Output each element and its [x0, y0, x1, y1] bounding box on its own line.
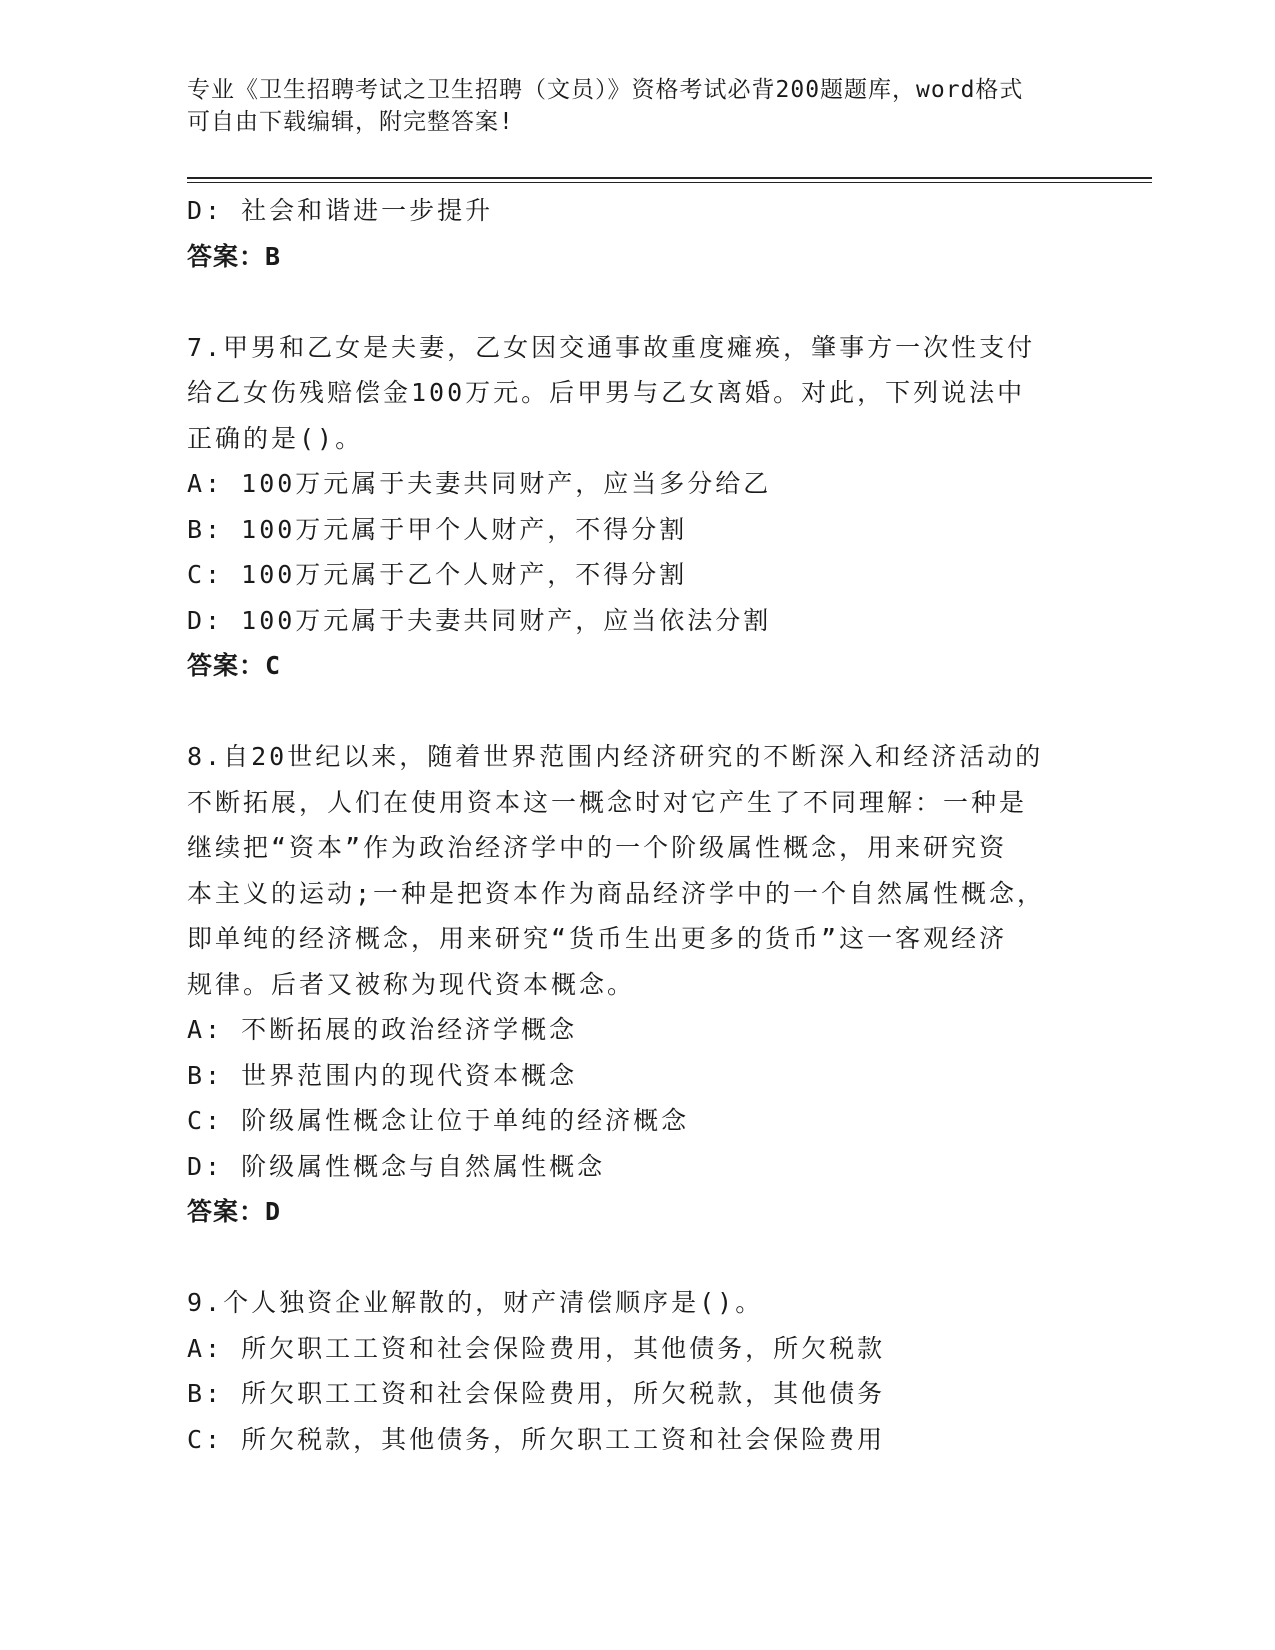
q8-stem-line-1: 8.自20世纪以来，随着世界范围内经济研究的不断深入和经济活动的: [187, 742, 1044, 771]
q7-option-d: D: 100万元属于夫妻共同财产，应当依法分割: [187, 605, 772, 635]
q6-answer: 答案：B: [187, 241, 282, 271]
q7-stem-line-3: 正确的是()。: [187, 423, 364, 453]
spacer: [187, 1235, 1087, 1281]
header-rule-thick: [187, 177, 1152, 179]
q7-stem-line-2: 给乙女伤残赔偿金100万元。后甲男与乙女离婚。对此，下列说法中: [187, 378, 1026, 407]
header-rule-thin: [187, 182, 1152, 183]
q7-option-b: B: 100万元属于甲个人财产，不得分割: [187, 514, 688, 544]
q9-option-a: A: 所欠职工工资和社会保险费用，其他债务，所欠税款: [187, 1333, 886, 1363]
question-8: [187, 734, 1087, 1235]
q8-option-a: A: 不断拓展的政治经济学概念: [187, 1015, 578, 1044]
q9-stem-line-1: 9.个人独资企业解散的，财产清偿顺序是()。: [187, 1288, 764, 1317]
q8-stem-line-2: 不断拓展，人们在使用资本这一概念时对它产生了不同理解：一种是: [187, 787, 1028, 817]
header-title-line-1: 专业《卫生招聘考试之卫生招聘（文员）》资格考试必背200题题库，word格式: [187, 77, 1024, 103]
q7-stem-line-1: 7.甲男和乙女是夫妻，乙女因交通事故重度瘫痪，肇事方一次性支付: [187, 332, 1036, 362]
header-title-line-2: 可自由下载编辑，附完整答案!: [187, 109, 514, 135]
question-7: [187, 325, 1087, 689]
q8-stem-line-5: 即单纯的经济概念，用来研究“货币生出更多的货币”这一客观经济: [187, 924, 1008, 953]
question-6-tail: [187, 188, 1087, 279]
q8-stem-line-4: 本主义的运动;一种是把资本作为商品经济学中的一个自然属性概念，: [187, 878, 1046, 908]
q7-option-c: C: 100万元属于乙个人财产，不得分割: [187, 560, 688, 589]
q8-stem-line-6: 规律。后者又被称为现代资本概念。: [187, 969, 636, 999]
q8-stem-line-3: 继续把“资本”作为政治经济学中的一个阶级属性概念，用来研究资: [187, 833, 1008, 862]
q8-option-c: C: 阶级属性概念让位于单纯的经济概念: [187, 1106, 690, 1135]
question-9: [187, 1280, 1087, 1462]
spacer: [187, 279, 1087, 325]
q7-answer: 答案：C: [187, 651, 282, 680]
q9-option-c: C: 所欠税款，其他债务，所欠职工工资和社会保险费用: [187, 1424, 886, 1454]
q8-answer: 答案：D: [187, 1197, 282, 1226]
q6-option-d: D: 社会和谐进一步提升: [187, 196, 494, 225]
q7-option-a: A: 100万元属于夫妻共同财产，应当多分给乙: [187, 469, 772, 498]
q9-option-b: B: 所欠职工工资和社会保险费用，所欠税款，其他债务: [187, 1379, 886, 1408]
question-content: [187, 188, 1087, 1462]
spacer: [187, 689, 1087, 735]
q8-option-d: D: 阶级属性概念与自然属性概念: [187, 1151, 606, 1181]
page-header: [187, 74, 1087, 138]
q8-option-b: B: 世界范围内的现代资本概念: [187, 1060, 578, 1090]
